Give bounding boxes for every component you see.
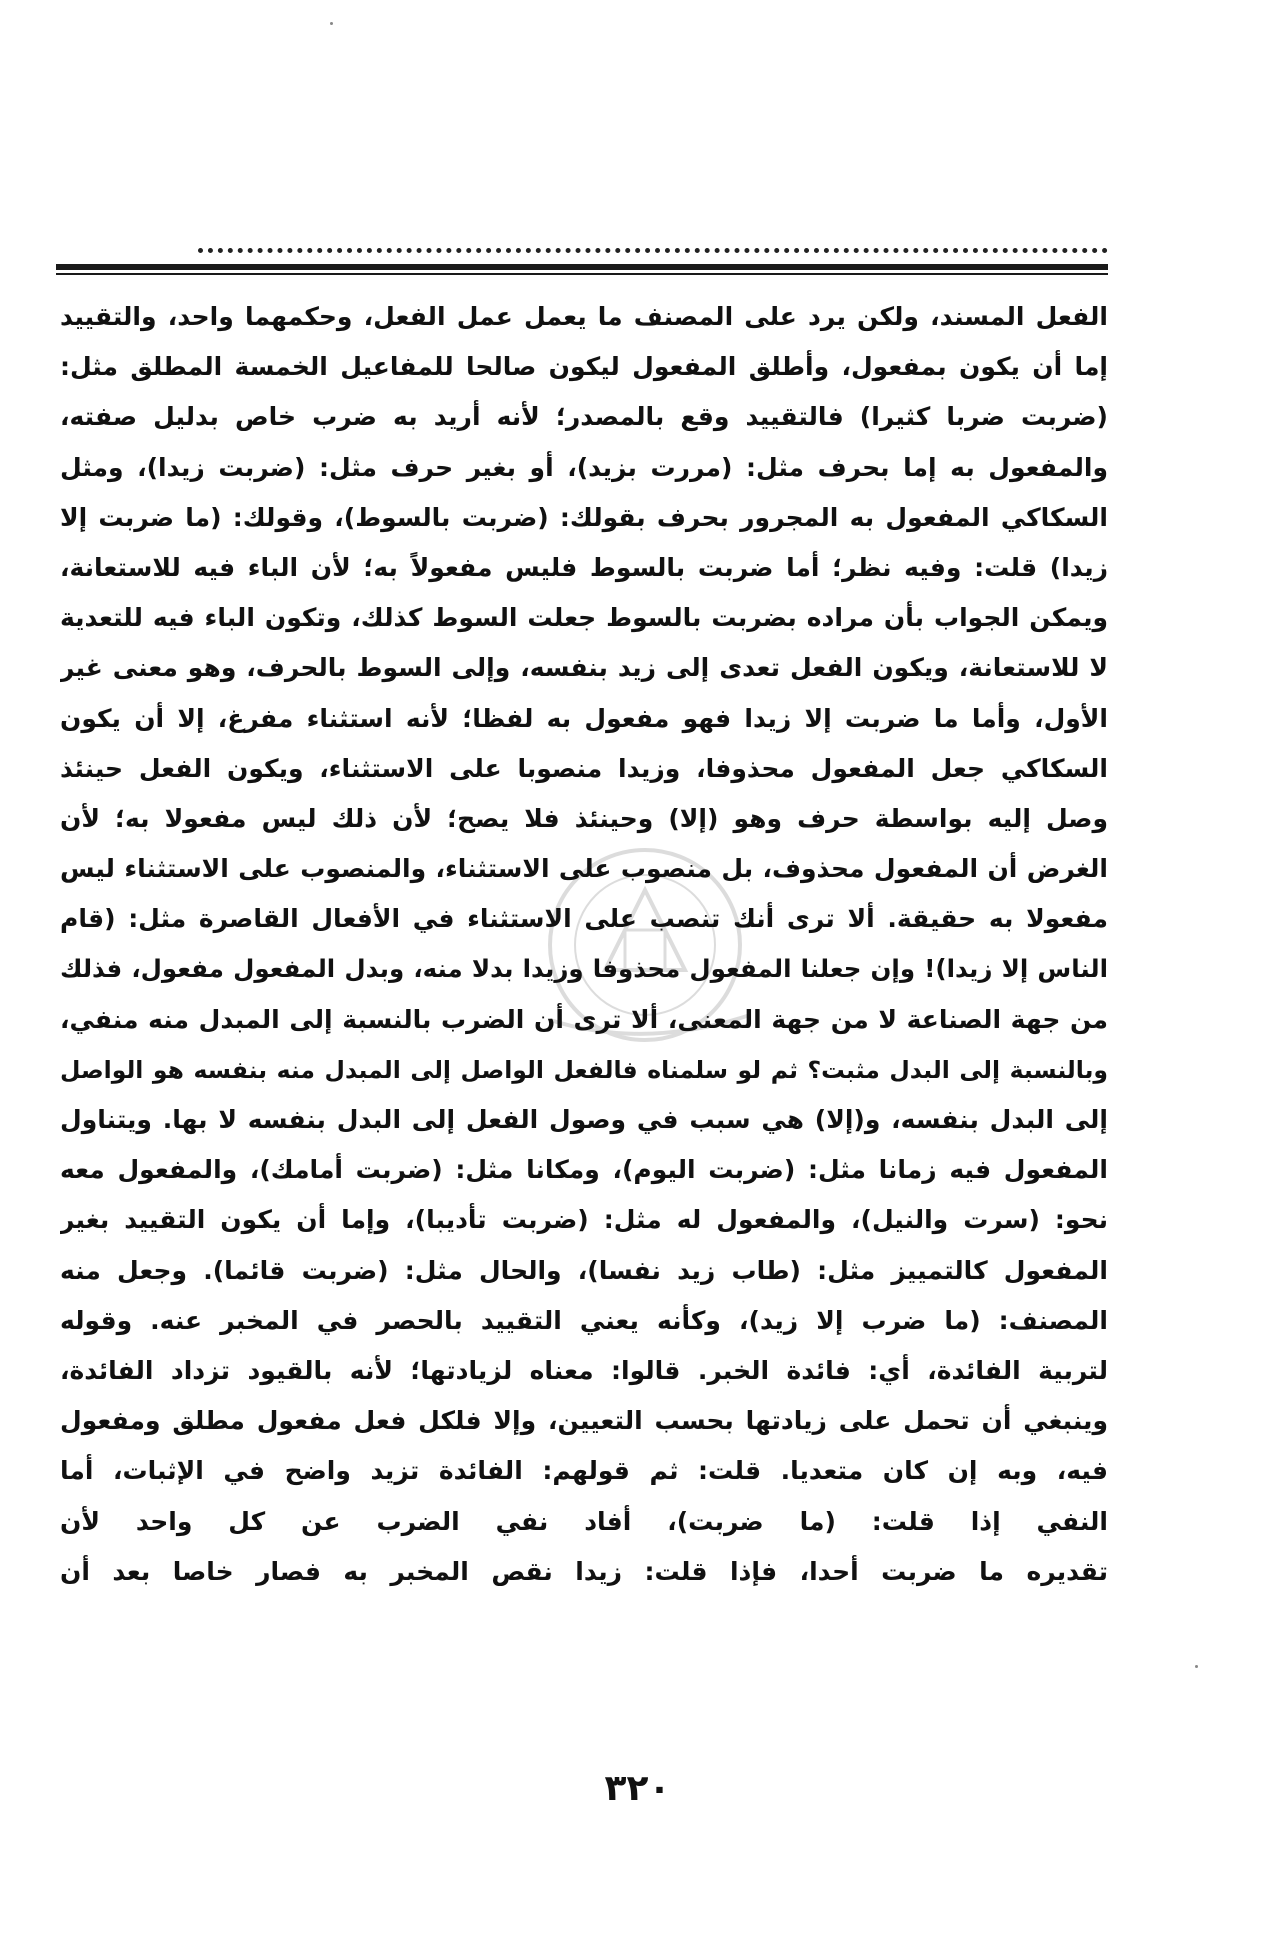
header-thin-line: [56, 273, 1108, 275]
text-line: لتربية الفائدة، أي: فائدة الخبر. قالوا: معناه لزيادتها؛ لأنه بالقيود تزداد الفائدة،: [60, 1355, 1108, 1385]
body-text: [60, 292, 1108, 1747]
text-line: لا للاستعانة، ويكون الفعل تعدى إلى زيد بنفسه، وإلى السوط بالحرف، وهو معنى غير: [60, 653, 1108, 683]
text-line: السكاكي المفعول به المجرور بحرف بقولك: (ضربت بالسوط)، وقولك: (ما ضربت إلا: [60, 502, 1108, 532]
text-line: نحو: (سرت والنيل)، والمفعول له مثل: (ضربت تأديبا)، وإما أن يكون التقييد بغير: [60, 1205, 1108, 1235]
text-line: المفعول كالتمييز مثل: (طاب زيد نفسا)، والحال مثل: (ضربت قائما). وجعل منه: [60, 1255, 1108, 1285]
stray-mark-top: [330, 22, 333, 25]
text-line: الناس إلا زيدا)! وإن جعلنا المفعول محذوفا وزيدا بدلا منه، وبدل المفعول مفعول، فذلك: [60, 954, 1108, 984]
text-line: ويمكن الجواب بأن مراده بضربت بالسوط جعلت السوط كذلك، وتكون الباء فيه للتعدية: [60, 603, 1108, 633]
text-line: إلى البدل بنفسه، و(إلا) هي سبب في وصول الفعل إلى البدل بنفسه لا بها. ويتناول: [60, 1105, 1108, 1134]
text-line: النفي إذا قلت: (ما ضربت)، أفاد نفي الضرب عن كل واحد لأن: [60, 1506, 1108, 1536]
header-rule: [56, 248, 1108, 278]
text-line: إما أن يكون بمفعول، وأطلق المفعول ليكون صالحا للمفاعيل الخمسة المطلق مثل:: [60, 352, 1108, 382]
text-line: المفعول فيه زمانا مثل: (ضربت اليوم)، ومكانا مثل: (ضربت أمامك)، والمفعول معه: [60, 1155, 1108, 1185]
text-line: من جهة الصناعة لا من جهة المعنى، ألا ترى أن الضرب بالنسبة إلى المبدل منه منفي،: [60, 1004, 1108, 1034]
header-thick-line: [56, 264, 1108, 270]
text-line: الغرض أن المفعول محذوف، بل منصوب على الاستثناء، والمنصوب على الاستثناء ليس: [60, 854, 1108, 884]
text-line: الفعل المسند، ولكن يرد على المصنف ما يعمل عمل الفعل، وحكمهما واحد، والتقييد: [60, 302, 1108, 331]
text-line: مفعولا به حقيقة. ألا ترى أنك تنصب على الاستثناء في الأفعال القاصرة مثل: (قام: [60, 904, 1108, 934]
text-line: (ضربت ضربا كثيرا) فالتقييد وقع بالمصدر؛ لأنه أريد به ضرب خاص بدليل صفته،: [60, 402, 1108, 432]
page-number: ٣٢٠: [604, 1768, 671, 1809]
text-line: تقديره ما ضربت أحدا، فإذا قلت: زيدا نقص المخبر به فصار خاصا بعد أن: [60, 1556, 1108, 1586]
stray-mark-right: [1195, 1665, 1198, 1668]
text-line: والمفعول به إما بحرف مثل: (مررت بزيد)، أو بغير حرف مثل: (ضربت زيدا)، ومثل: [60, 452, 1108, 482]
text-line: وبالنسبة إلى البدل مثبت؟ ثم لو سلمناه فالفعل الواصل إلى المبدل منه بنفسه هو الواصل: [60, 1055, 1108, 1084]
text-line: السكاكي جعل المفعول محذوفا، وزيدا منصوبا على الاستثناء، ويكون الفعل حينئذ: [60, 753, 1108, 783]
text-line: الأول، وأما ما ضربت إلا زيدا فهو مفعول به لفظا؛ لأنه استثناء مفرغ، إلا أن يكون: [60, 703, 1108, 733]
header-dotted-line: [198, 248, 1108, 259]
text-line: المصنف: (ما ضرب إلا زيد)، وكأنه يعني التقييد بالحصر في المخبر عنه. وقوله: [60, 1305, 1108, 1335]
text-line: وينبغي أن تحمل على زيادتها بحسب التعيين، وإلا فلكل فعل مفعول مطلق ومفعول: [60, 1406, 1108, 1436]
text-line: وصل إليه بواسطة حرف وهو (إلا) وحينئذ فلا يصح؛ لأن ذلك ليس مفعولا به؛ لأن: [60, 803, 1108, 833]
text-line: فيه، وبه إن كان متعديا. قلت: ثم قولهم: الفائدة تزيد واضح في الإثبات، أما: [60, 1456, 1108, 1486]
text-line: زيدا) قلت: وفيه نظر؛ أما ضربت بالسوط فليس مفعولاً به؛ لأن الباء فيه للاستعانة،: [60, 552, 1108, 582]
